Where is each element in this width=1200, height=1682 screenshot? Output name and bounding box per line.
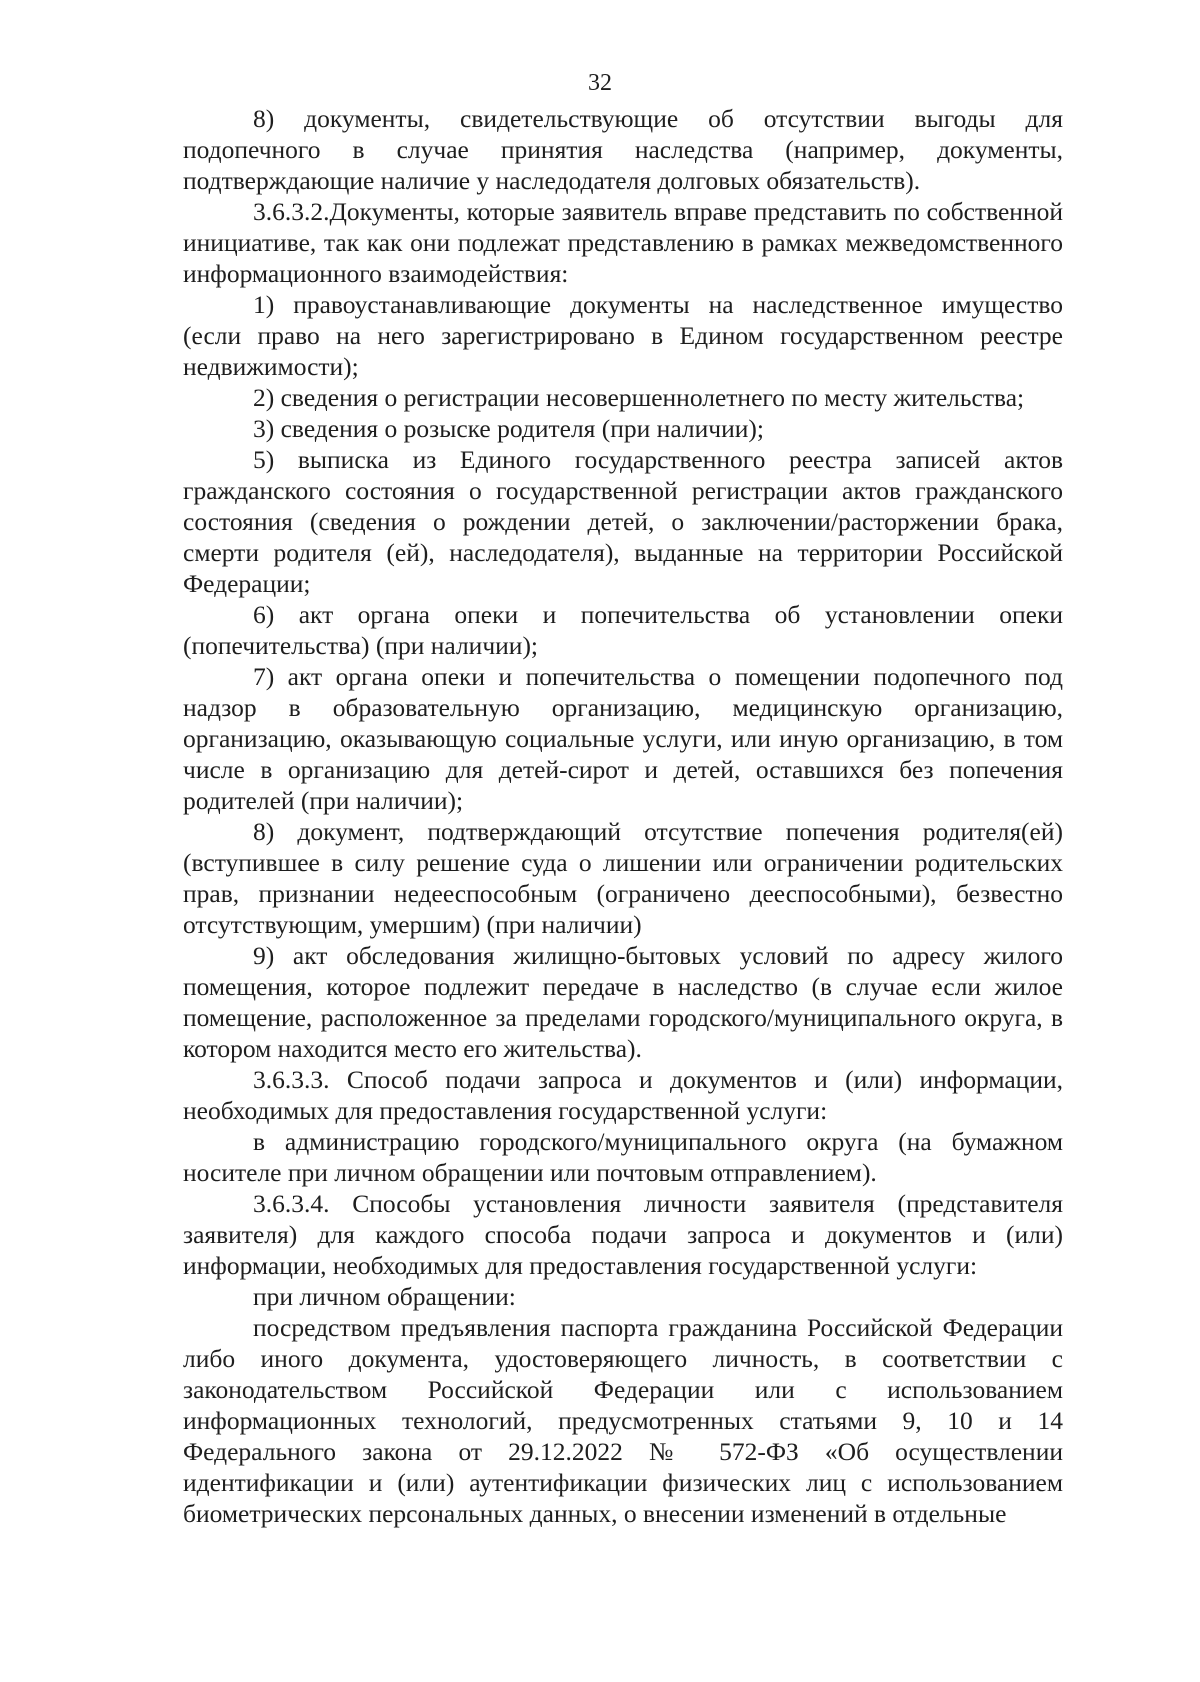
paragraph-item-1-title-documents: 1) правоустанавливающие документы на наследственное имущество (если право на него зарегистрировано в Едином государственном реестре недвижимости); (183, 290, 1063, 381)
paragraph-identity-verification: посредством предъявления паспорта гражданина Российской Федерации либо иного документа, удостоверяющего личность, в соответствии с законодательством Российской Федерации или с использованием информационных технологий, предусмотренных статьями 9, 10 и 14 Федерального закона от 29.12.2022 № 572-ФЗ «Об осуществлении идентификации и (или) аутентификации физических лиц с использованием биометрических персональных данных, о внесении изменений в отдельные (183, 1313, 1063, 1528)
paragraph-item-2-registration: 2) сведения о регистрации несовершеннолетнего по месту жительства; (253, 383, 1025, 412)
page-number: 32 (588, 70, 612, 96)
document-body (183, 103, 1063, 1529)
paragraph-item-5-registry-extract: 5) выписка из Единого государственного реестра записей актов гражданского состояния о государственной регистрации актов гражданского состояния (сведения о рождении детей, о заключении/расторжении брака, смерти родителя (ей), наследодателя), выданные на территории Российской Федерации; (183, 445, 1063, 598)
paragraph-item-7-placement-act: 7) акт органа опеки и попечительства о помещении подопечного под надзор в образовательную организацию, медицинскую организацию, организацию, оказывающую социальные услуги, или иную организацию, в том числе в организацию для детей-сирот и детей, оставшихся без попечения родителей (при наличии); (183, 662, 1063, 815)
paragraph-item-9-inspection-act: 9) акт обследования жилищно-бытовых условий по адресу жилого помещения, которое подлежит передаче в наследство (в случае если жилое помещение, расположенное за пределами городского/муниципального округа, в котором находится место его жительства). (183, 941, 1063, 1063)
paragraph-submission-method: в администрацию городского/муниципального округа (на бумажном носителе при личном обращении или почтовым отправлением). (183, 1127, 1063, 1187)
paragraph-item-3-search: 3) сведения о розыске родителя (при наличии); (253, 414, 764, 443)
paragraph-item-8-no-parental-care: 8) документ, подтверждающий отсутствие попечения родителя(ей) (вступившее в силу решение суда о лишении или ограничении родительских прав, признании недееспособным (ограничено дееспособными), безвестно отсутствующим, умершим) (при наличии) (183, 817, 1063, 939)
paragraph-in-person: при личном обращении: (253, 1282, 516, 1311)
paragraph-section-3-6-3-2: 3.6.3.2.Документы, которые заявитель вправе представить по собственной инициативе, так как они подлежат представлению в рамках межведомственного информационного взаимодействия: (183, 197, 1063, 288)
paragraph-section-3-6-3-4: 3.6.3.4. Способы установления личности заявителя (представителя заявителя) для каждого способа подачи запроса и документов и (или) информации, необходимых для предоставления государственной услуги: (183, 1189, 1063, 1280)
paragraph-section-3-6-3-3: 3.6.3.3. Способ подачи запроса и документов и (или) информации, необходимых для предоставления государственной услуги: (183, 1065, 1063, 1125)
paragraph-item-6-guardianship-act: 6) акт органа опеки и попечительства об установлении опеки (попечительства) (при наличии); (183, 600, 1063, 660)
paragraph-item-8-no-benefit: 8) документы, свидетельствующие об отсутствии выгоды для подопечного в случае принятия наследства (например, документы, подтверждающие наличие у наследодателя долговых обязательств). (183, 104, 1063, 195)
